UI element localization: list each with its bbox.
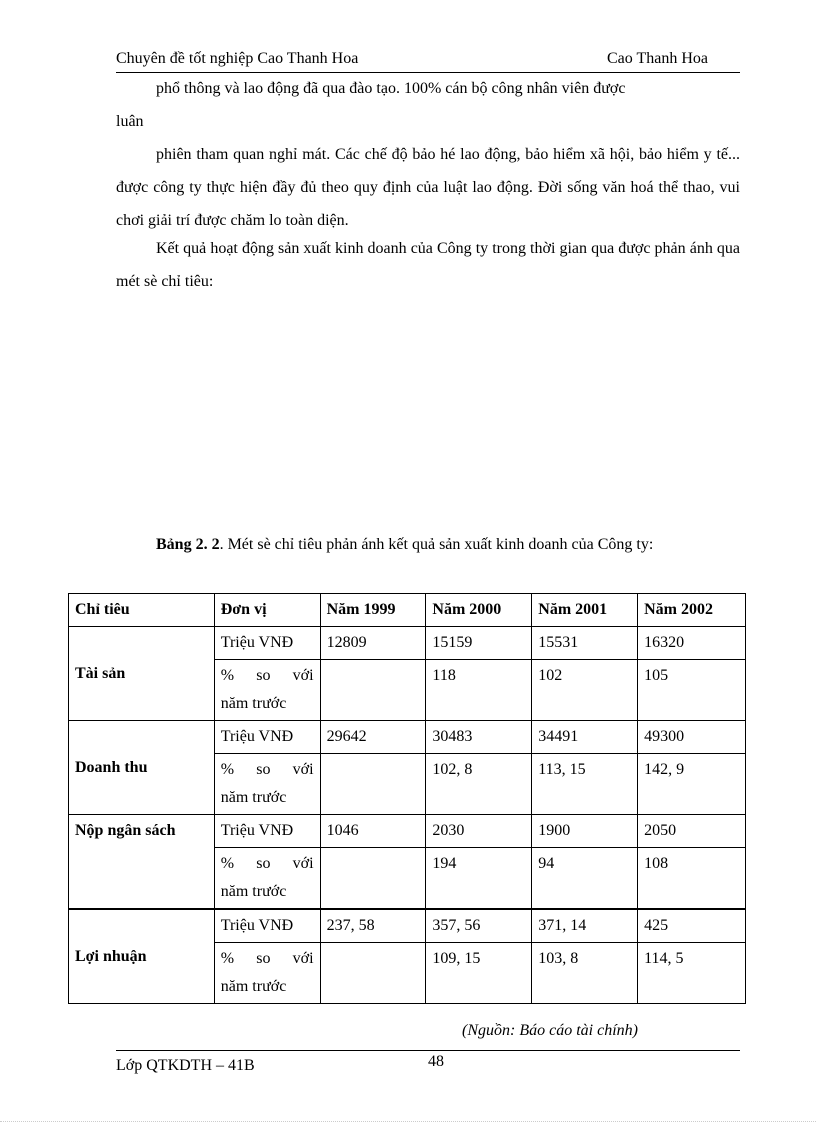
table-row — [69, 627, 746, 660]
unit-cell: Triệu VNĐ — [214, 815, 320, 848]
value-cell: 142, 9 — [638, 754, 746, 815]
value-cell: 237, 58 — [320, 909, 426, 943]
unit-cell — [214, 848, 320, 910]
table-source-note: (Nguồn: Báo cáo tài chính) — [462, 1022, 638, 1039]
unit-cell: Triệu VNĐ — [214, 627, 320, 660]
page-header — [116, 50, 740, 73]
table-caption-text: . Mét sè chỉ tiêu phản ánh kết quả sản xuất kinh doanh của Công ty: — [219, 536, 654, 553]
value-cell: 1900 — [532, 815, 638, 848]
col-header: Năm 2002 — [638, 594, 746, 627]
value-cell: 103, 8 — [532, 943, 638, 1004]
value-cell: 102, 8 — [426, 754, 532, 815]
unit-cell — [214, 943, 320, 1004]
table-caption — [116, 528, 740, 561]
paragraph-2: phiên tham quan nghỉ mát. Các chế độ bảo hé lao động, bảo hiểm xã hội, bảo hiểm y tế... được công ty thực hiện đầy đủ theo quy định của luật lao động. Đời sống văn hoá thể thao, vui chơi giải trí được chăm lo toàn diện. — [116, 146, 740, 229]
value-cell: 105 — [638, 660, 746, 721]
unit-cell — [214, 754, 320, 815]
paragraph-1-line-2: luân — [116, 113, 144, 130]
unit-pct-line-1: % so với — [220, 950, 314, 967]
value-cell — [320, 754, 426, 815]
table-caption-label: Bảng 2. 2 — [156, 536, 220, 553]
value-cell: 109, 15 — [426, 943, 532, 1004]
col-header: Đơn vị — [214, 594, 320, 627]
value-cell: 12809 — [320, 627, 426, 660]
table-row — [69, 815, 746, 848]
col-header: Chỉ tiêu — [69, 594, 215, 627]
row-label: Tài sản — [69, 627, 215, 721]
value-cell: 34491 — [532, 721, 638, 754]
unit-pct-line-2: năm trước — [220, 978, 287, 995]
table-row — [69, 721, 746, 754]
value-cell: 2050 — [638, 815, 746, 848]
value-cell: 102 — [532, 660, 638, 721]
value-cell: 371, 14 — [532, 909, 638, 943]
col-header: Năm 1999 — [320, 594, 426, 627]
unit-pct-line-1: % so với — [220, 855, 314, 872]
value-cell: 15531 — [532, 627, 638, 660]
row-label: Nộp ngân sách — [69, 815, 215, 910]
value-cell: 30483 — [426, 721, 532, 754]
value-cell: 194 — [426, 848, 532, 910]
value-cell: 49300 — [638, 721, 746, 754]
value-cell: 16320 — [638, 627, 746, 660]
unit-pct-line-2: năm trước — [220, 883, 287, 900]
value-cell: 118 — [426, 660, 532, 721]
paragraph-1-continued — [116, 105, 740, 138]
page-footer — [116, 1050, 740, 1074]
results-table — [68, 593, 746, 1004]
paragraph-3: Kết quả hoạt động sản xuất kinh doanh của Công ty trong thời gian qua được phản ánh qua mét sè chỉ tiêu: — [116, 240, 740, 290]
page-bottom-rule — [0, 1121, 816, 1122]
row-label: Doanh thu — [69, 721, 215, 815]
value-cell: 94 — [532, 848, 638, 910]
value-cell — [320, 943, 426, 1004]
footer-class: Lớp QTKDTH – 41B — [116, 1057, 255, 1074]
paragraph-1 — [116, 72, 740, 105]
unit-cell — [214, 660, 320, 721]
header-author: Cao Thanh Hoa — [606, 50, 708, 67]
table-row — [69, 909, 746, 943]
paragraph-1-line-1: phổ thông và lao động đã qua đào tạo. 100% cán bộ công nhân viên được — [156, 80, 626, 97]
value-cell: 113, 15 — [532, 754, 638, 815]
header-title: Chuyên đề tốt nghiệp Cao Thanh Hoa — [116, 50, 359, 67]
unit-cell: Triệu VNĐ — [214, 721, 320, 754]
unit-pct-line-1: % so với — [220, 761, 314, 778]
value-cell: 357, 56 — [426, 909, 532, 943]
value-cell: 108 — [638, 848, 746, 910]
row-label: Lợi nhuận — [69, 909, 215, 1004]
unit-cell: Triệu VNĐ — [214, 909, 320, 943]
page-number: 48 — [428, 1053, 444, 1070]
unit-pct-line-2: năm trước — [220, 695, 287, 712]
value-cell: 1046 — [320, 815, 426, 848]
value-cell: 15159 — [426, 627, 532, 660]
col-header: Năm 2001 — [532, 594, 638, 627]
value-cell: 29642 — [320, 721, 426, 754]
table-header-row — [69, 594, 746, 627]
value-cell — [320, 848, 426, 910]
value-cell: 425 — [638, 909, 746, 943]
unit-pct-line-2: năm trước — [220, 789, 287, 806]
value-cell: 114, 5 — [638, 943, 746, 1004]
col-header: Năm 2000 — [426, 594, 532, 627]
unit-pct-line-1: % so với — [220, 667, 314, 684]
value-cell: 2030 — [426, 815, 532, 848]
value-cell — [320, 660, 426, 721]
